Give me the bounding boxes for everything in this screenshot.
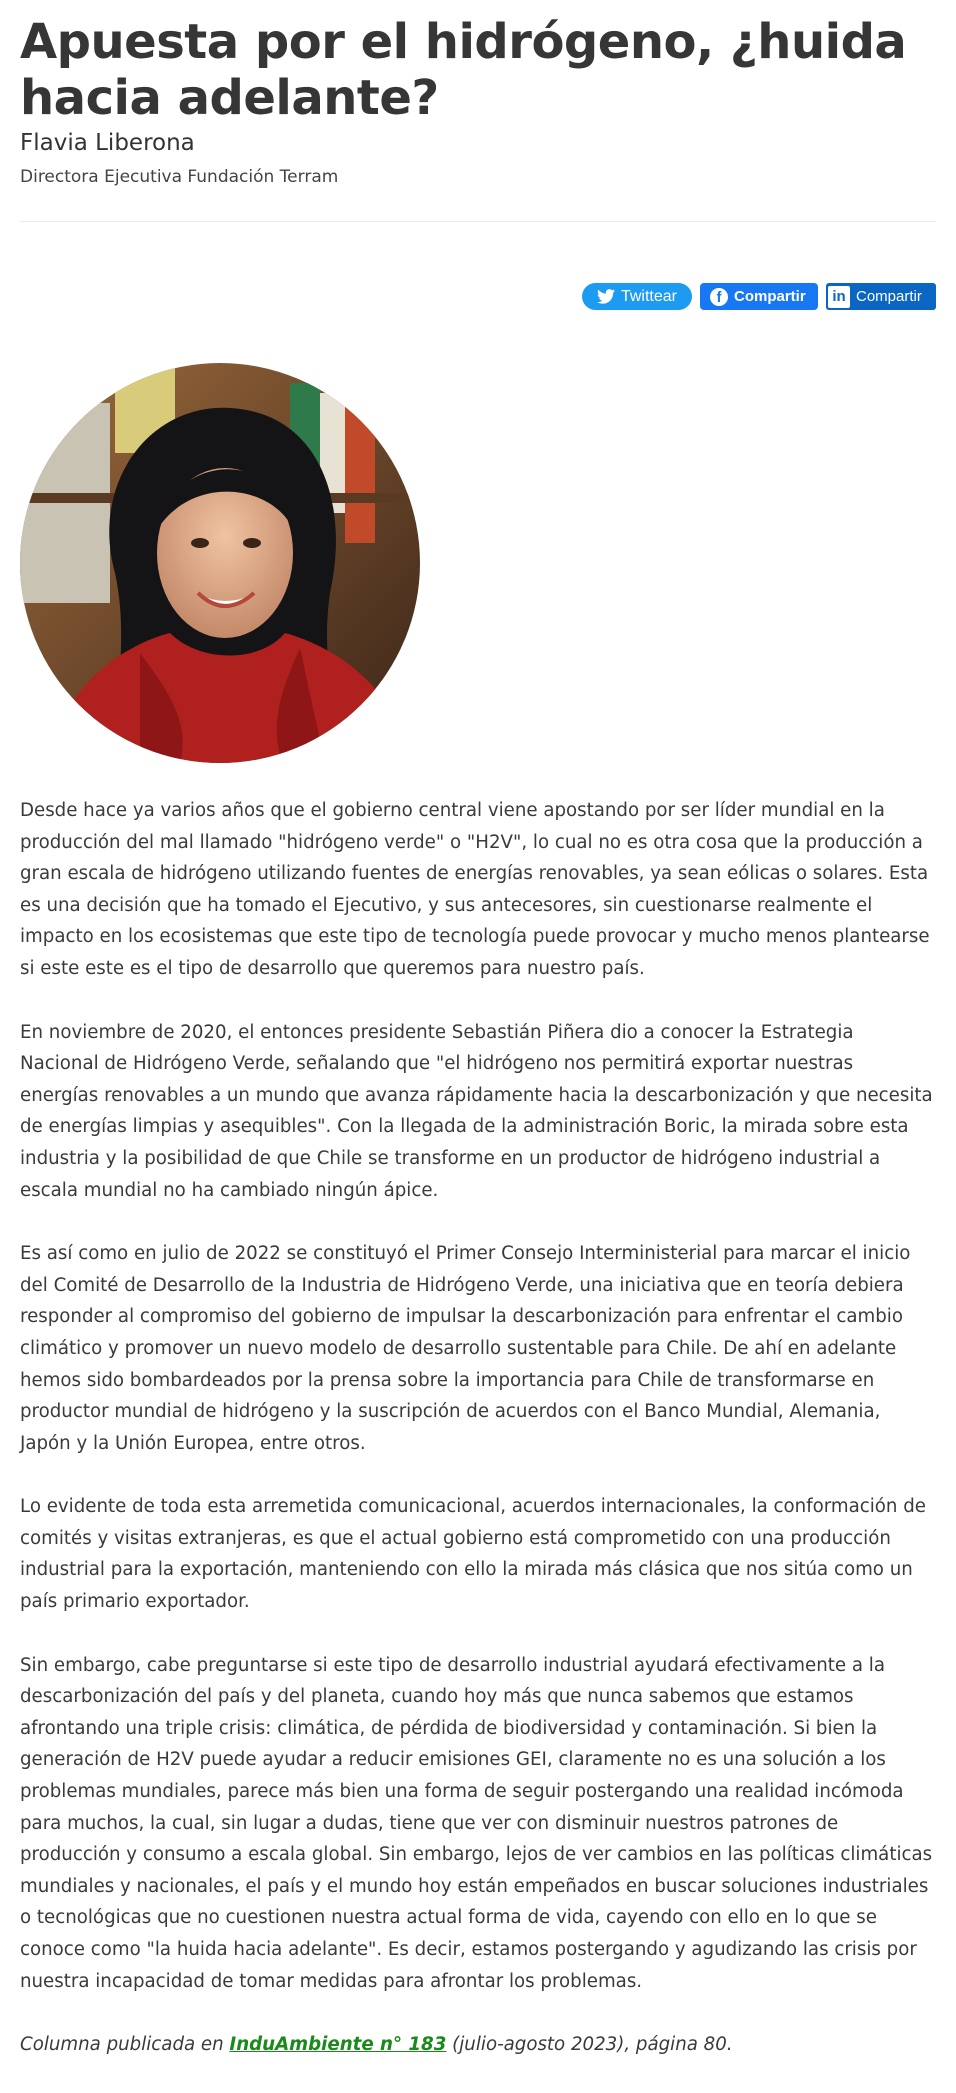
portrait-illustration [20,363,420,763]
twitter-bird-icon [597,289,615,304]
article-paragraph: Es así como en julio de 2022 se constituyó el Primer Consejo Interministerial para marcar el inicio del Comité de Desarrollo de la Industria de Hidrógeno Verde, una iniciativa que en teoría debiera responder al compromiso del gobierno de impulsar la descarbonización para enfrentar el cambio climático y promover un nuevo modelo de desarrollo sustentable para Chile. De ahí en adelante hemos sido bombardeados por la prensa sobre la importancia para Chile de transformarse en productor mundial de hidrógeno y la suscripción de acuerdos con el Banco Mundial, Alemania, Japón y la Unión Europea, entre otros. [20,1243,911,1454]
share-bar [582,283,936,311]
facebook-share-label: Compartir [734,288,806,305]
credit-suffix: (julio-agosto 2023), página 80. [446,2034,733,2056]
article-paragraph: Lo evidente de toda esta arremetida comunicacional, acuerdos internacionales, la conformación de comités y visitas extranjeras, es que el actual gobierno está comprometido con una producción industrial para la exportación, manteniendo con ello la mirada más clásica que nos sitúa como un país primario exportador. [20,1496,926,1613]
induambiente-link[interactable]: InduAmbiente n° 183 [229,2034,447,2056]
linkedin-logo-icon: in [828,286,850,308]
twitter-share-label: Twittear [620,287,677,305]
article-paragraph: Sin embargo, cabe preguntarse si este tipo de desarrollo industrial ayudará efectivamente a la descarbonización del país y del planeta, cuando hoy más que nunca sabemos que estamos afrontando una triple crisis: climática, de pérdida de biodiversidad y contaminación. Si bien la generación de H2V puede ayudar a reducir emisiones GEI, claramente no es una solución a los problemas mundiales, parece más bien una forma de seguir postergando una realidad incómoda para muchos, la cual, sin lugar a dudas, tiene que ver con disminuir nuestros patrones de producción y consumo a escala global. Sin embargo, lejos de ver cambios en las políticas climáticas mundiales y nacionales, el país y el mundo hoy están empeñados en buscar soluciones industriales o tecnológicas que no cuestionen nuestra actual forma de vida, cayendo con ello en lo que se conoce como "la huida hacia adelante". Es decir, estamos postergando y agudizando las crisis por nuestra incapacidad de tomar medidas para afrontar los problemas. [20,1654,933,1992]
article-paragraph: En noviembre de 2020, el entonces presidente Sebastián Piñera dio a conocer la Estrategia Nacional de Hidrógeno Verde, señalando que "el hidrógeno nos permitirá exportar nuestras energías renovables a un mundo que avanza rápidamente hacia la descarbonización y que necesita de energías limpias y asequibles". Con la llegada de la administración Boric, la mirada sobre esta industria y la posibilidad de que Chile se transforme en un productor de hidrógeno industrial a escala mundial no ha cambiado ningún ápice. [20,1021,933,1201]
article-paragraph: Desde hace ya varios años que el gobierno central viene apostando por ser líder mundial en la producción del mal llamado "hidrógeno verde" o "H2V", lo cual no es otra cosa que la producción a gran escala de hidrógeno utilizando fuentes de energías renovables, ya sean eólicas o solares. Esta es una decisión que ha tomado el Ejecutivo, y sus antecesores, sin cuestionarse realmente el impacto en los ecosistemas que este tipo de tecnología puede provocar y mucho menos plantearse si este este es el tipo de desarrollo que queremos para nuestro país. [20,800,930,979]
twitter-share-button[interactable] [582,283,692,310]
author-role: Directora Ejecutiva Fundación Terram [20,167,339,187]
facebook-share-button[interactable] [700,283,818,310]
article-body [20,795,936,2093]
author-name: Flavia Liberona [20,130,195,156]
publication-credit [20,2029,936,2061]
linkedin-share-button[interactable] [826,283,936,310]
linkedin-share-label: Compartir [856,288,922,305]
credit-prefix: Columna publicada en [20,2034,230,2056]
facebook-logo-icon: f [710,288,728,306]
header-divider [20,221,936,222]
page-title: Apuesta por el hidrógeno, ¿huida hacia adelante? [20,14,907,126]
author-portrait [20,363,420,763]
